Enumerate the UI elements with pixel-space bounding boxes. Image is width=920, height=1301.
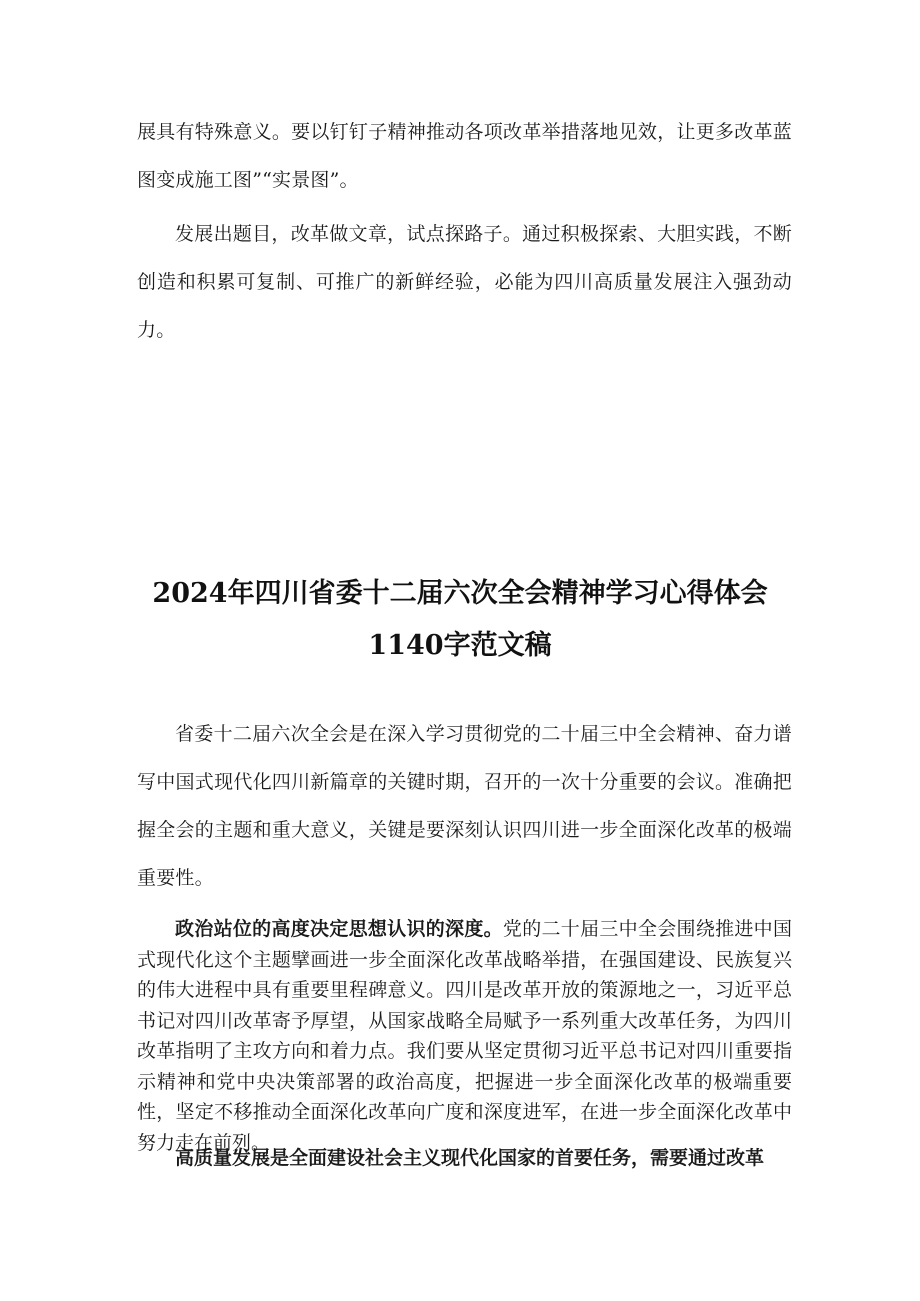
article-title-line1: 2024年四川省委十二届六次全会精神学习心得体会 (152, 578, 768, 609)
closing-paragraph: 发展出题目，改革做文章，试点探路子。通过积极探索、大胆实践，不断创造和积累可复制、可推广的新鲜经验，必能为四川高质量发展注入强劲动力。 (137, 223, 792, 341)
intro-paragraph: 省委十二届六次全会是在深入学习贯彻党的二十届三中全会精神、奋力谱写中国式现代化四川新篇章的关键时期，召开的一次十分重要的会议。准确把握全会的主题和重大意义，关键是要深刻认识四川进一步全面深化改革的极端重要性。 (137, 723, 792, 889)
political-paragraph (137, 914, 792, 1158)
article-title-line2: 1140字范文稿 (368, 630, 552, 661)
political-lead-sentence: 政治站位的高度决定思想认识的深度。 (175, 918, 503, 940)
high-quality-lead-sentence: 高质量发展是全面建设社会主义现代化国家的首要任务，需要通过改革 (175, 1147, 765, 1169)
high-quality-paragraph (137, 1143, 792, 1174)
article-title (120, 568, 800, 672)
political-body-text: 党的二十届三中全会围绕推进中国式现代化这个主题擘画进一步全面深化改革战略举措，在强国建设、民族复兴的伟大进程中具有重要里程碑意义。四川是改革开放的策源地之一，习近平总书记对四川改革寄予厚望，从国家战略全局赋予一系列重大改革任务，为四川改革指明了主攻方向和着力点。我们要从坚定贯彻习近平总书记对四川重要指示精神和党中央决策部署的政治高度，把握进一步全面深化改革的极端重要性，坚定不移推动全面深化改革向广度和深度进军，在进一步全面深化改革中努力走在前列。 (137, 918, 792, 1154)
continuation-paragraph: 展具有特殊意义。要以钉钉子精神推动各项改革举措落地见效，让更多改革蓝图变成施工图”“实景图”。 (137, 121, 792, 191)
